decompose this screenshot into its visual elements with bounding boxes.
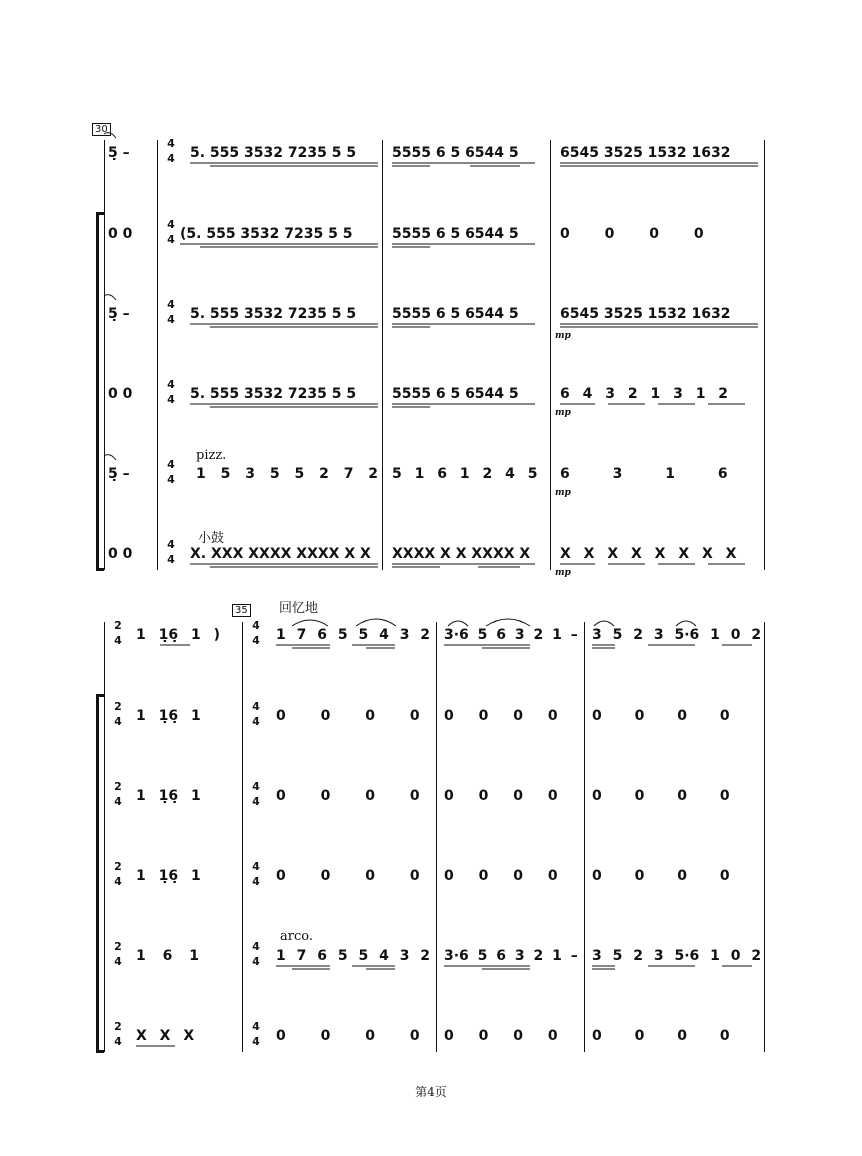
measure: 1 7 6 5 5 4 3 2: [276, 948, 431, 964]
measure: 1 1̣6̣ 1 ): [136, 627, 220, 643]
measure: 0 0 0 0: [560, 226, 704, 242]
measure: 6545 3525 1532 1632: [560, 306, 731, 322]
measure: 5. 555 3532 7235 5 5: [190, 386, 357, 402]
measure: 0 0 0 0: [276, 708, 420, 724]
snare-label: 小鼓: [198, 531, 225, 546]
measure: 0 0 0 0: [276, 1028, 420, 1044]
measure: 5 1 6 1 2 4 5: [392, 466, 538, 482]
measure: 3·6 5 6 3 2 1 –: [444, 948, 578, 964]
measure: X. XXX XXXX XXXX X X: [190, 546, 371, 562]
measure: 0 0 0 0: [444, 788, 558, 804]
measure: XXXX X X XXXX X: [392, 546, 531, 562]
measure: 6 4 3 2 1 3 1 2: [560, 386, 729, 402]
measure: 0 0 0 0: [592, 788, 730, 804]
measure: 1 6 1: [136, 948, 199, 964]
measure: 5. 555 3532 7235 5 5: [190, 306, 357, 322]
expression-text: 回忆地: [279, 601, 319, 616]
measure: 1 1̣6̣ 1: [136, 708, 201, 724]
measure: 5555 6 5 6544 5: [392, 306, 519, 322]
pickup: 5̣ –: [108, 145, 130, 161]
measure: 5555 6 5 6544 5: [392, 386, 519, 402]
measure: (5. 555 3532 7235 5 5: [180, 226, 353, 242]
dynamic-mp: mp: [555, 568, 571, 578]
measure: 5555 6 5 6544 5: [392, 226, 519, 242]
measure: 0 0 0 0: [592, 1028, 730, 1044]
dynamic-mp: mp: [555, 488, 571, 498]
measure: X X X X X X X X: [560, 546, 737, 562]
measure: 0 0 0 0: [444, 1028, 558, 1044]
measure: 1 1̣6̣ 1: [136, 868, 201, 884]
measure: 0 0 0 0: [444, 868, 558, 884]
measure: 1 7 6 5 5 4 3 2: [276, 627, 431, 643]
measure: 1 1̣6̣ 1: [136, 788, 201, 804]
measure: 5555 6 5 6544 5: [392, 145, 519, 161]
measure: 0 0 0 0: [592, 708, 730, 724]
measure: 3 5 2 3 5·6 1 0 2: [592, 948, 762, 964]
measure: X X X: [136, 1028, 195, 1044]
dynamic-mp: mp: [555, 408, 571, 418]
measure: 0 0 0 0: [276, 788, 420, 804]
measure: 3·6 5 6 3 2 1 –: [444, 627, 578, 643]
rehearsal-mark-30: 30: [92, 123, 111, 136]
dynamic-mp: mp: [555, 331, 571, 341]
measure: 6 3 1 6: [560, 466, 728, 482]
measure: 0 0 0 0: [592, 868, 730, 884]
page-number: 第4页: [415, 1085, 447, 1099]
measure: 1 5 3 5 5 2 7 2: [196, 466, 379, 482]
pizz-label: pizz.: [196, 448, 227, 463]
rehearsal-mark-35: 35: [232, 604, 251, 617]
measure: 5. 555 3532 7235 5 5: [190, 145, 357, 161]
measure: 0 0 0 0: [444, 708, 558, 724]
measure: 3 5 2 3 5·6 1 0 2: [592, 627, 762, 643]
measure: 6545 3525 1532 1632: [560, 145, 731, 161]
measure: 0 0 0 0: [276, 868, 420, 884]
arco-label: arco.: [280, 929, 313, 944]
